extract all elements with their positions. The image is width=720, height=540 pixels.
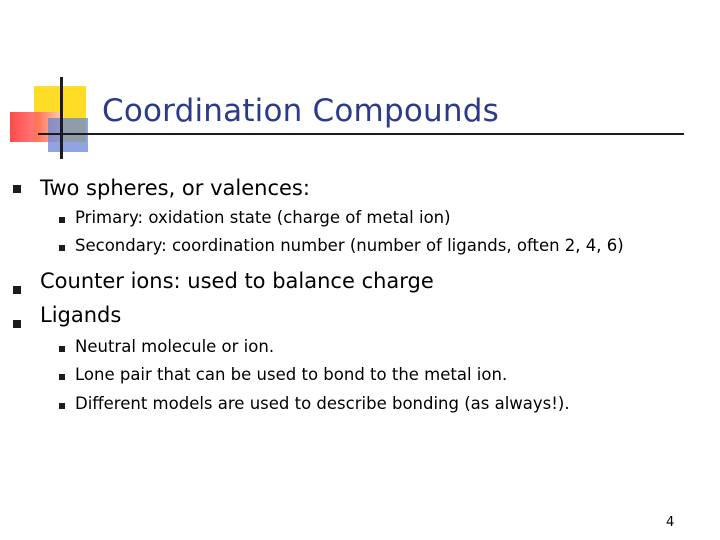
sub-bullet-marker — [59, 217, 65, 223]
bullet-counter-ions: Counter ions: used to balance charge — [40, 269, 434, 293]
bullet-marker — [13, 320, 21, 328]
bullet-ligands: Ligands — [40, 303, 122, 327]
bullet-marker — [13, 185, 21, 193]
sub-bullet-marker — [59, 245, 65, 251]
sub-bullet-models: Different models are used to describe bonding (as always!). — [75, 394, 570, 413]
page-number: 4 — [666, 515, 675, 530]
sub-bullet-lone-pair: Lone pair that can be used to bond to the metal ion. — [75, 365, 508, 384]
sub-bullet-secondary: Secondary: coordination number (number of ligands, often 2, 4, 6) — [75, 236, 624, 255]
sub-bullet-marker — [59, 374, 65, 380]
sub-bullet-marker — [59, 403, 65, 409]
title-decoration-vertical-line — [60, 77, 63, 159]
sub-bullet-neutral: Neutral molecule or ion. — [75, 337, 275, 356]
title-decoration-blue-square — [48, 118, 88, 152]
slide-title: Coordination Compounds — [102, 93, 499, 129]
bullet-marker — [13, 286, 21, 294]
sub-bullet-marker — [59, 346, 65, 352]
sub-bullet-primary: Primary: oxidation state (charge of metal ion) — [75, 208, 451, 227]
bullet-two-spheres: Two spheres, or valences: — [40, 176, 310, 200]
title-underline — [38, 133, 684, 135]
